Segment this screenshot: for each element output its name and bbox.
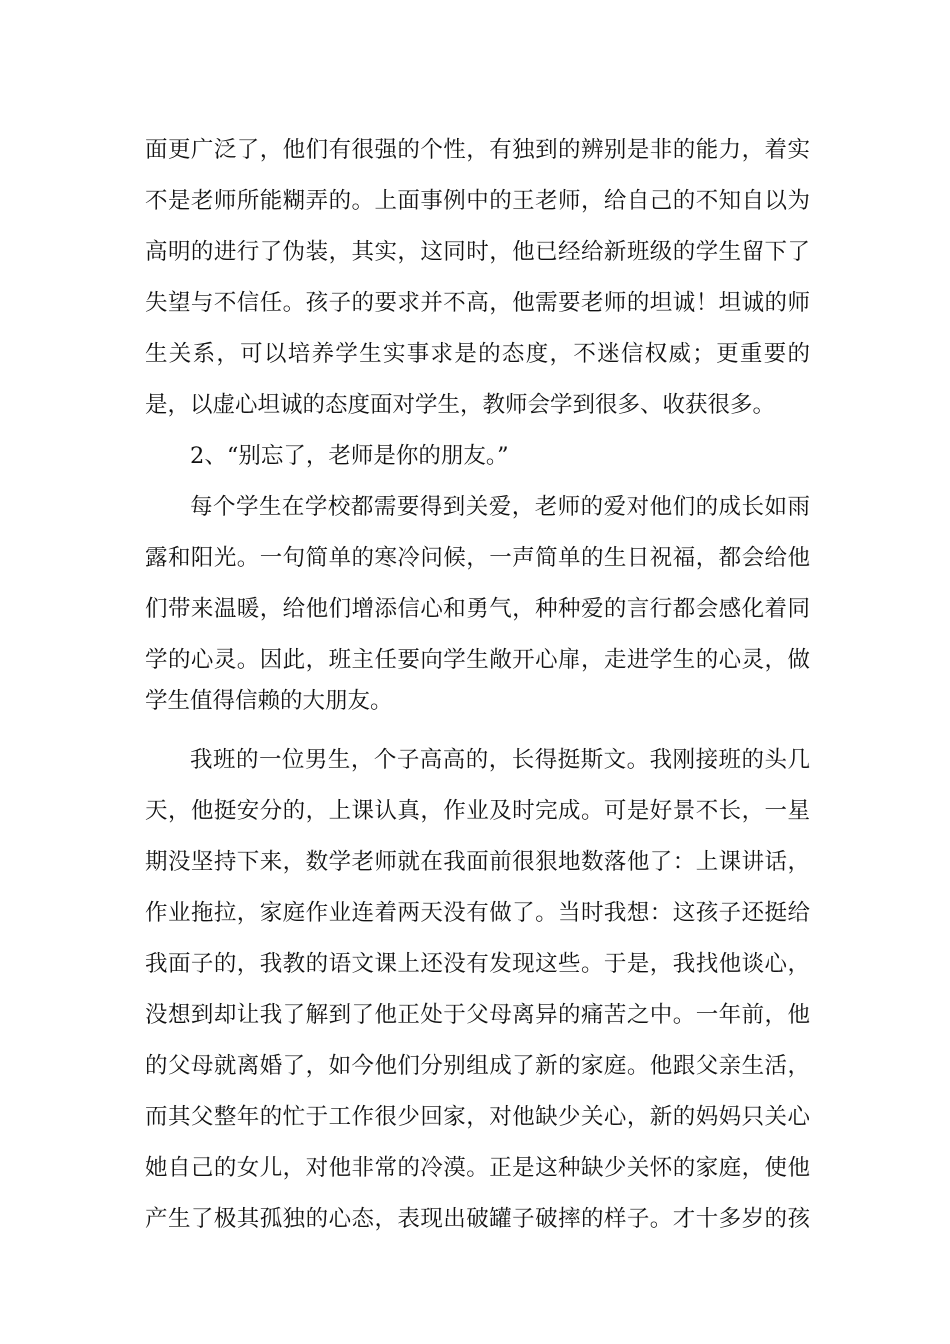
- text-line: 不是老师所能糊弄的。上面事例中的王老师，给自己的不知自以为: [145, 188, 810, 214]
- text-line: 生关系，可以培养学生实事求是的态度，不迷信权威；更重要的: [145, 341, 810, 367]
- text-line: 学的心灵。因此，班主任要向学生敞开心扉，走进学生的心灵，做: [145, 647, 810, 673]
- text-line: 她自己的女儿，对他非常的冷漠。正是这种缺少关怀的家庭，使他: [145, 1155, 810, 1181]
- text-line: 高明的进行了伪装，其实，这同时，他已经给新班级的学生留下了: [145, 239, 810, 265]
- text-line: 天，他挺安分的，上课认真，作业及时完成。可是好景不长，一星: [145, 798, 810, 824]
- text-line: 面更广泛了，他们有很强的个性，有独到的辨别是非的能力，着实: [145, 137, 810, 163]
- text-line: 学生值得信赖的大朋友。: [145, 688, 393, 714]
- text-line: 而其父整年的忙于工作很少回家，对他缺少关心，新的妈妈只关心: [145, 1104, 810, 1130]
- section-heading: 2、“别忘了，老师是你的朋友。”: [190, 443, 509, 469]
- text-line: 是，以虚心坦诚的态度面对学生，教师会学到很多、收获很多。: [145, 392, 776, 418]
- text-line: 失望与不信任。孩子的要求并不高，他需要老师的坦诚！坦诚的师: [145, 290, 810, 316]
- text-line: 我面子的，我教的语文课上还没有发现这些。于是，我找他谈心，: [145, 951, 810, 977]
- text-line: 没想到却让我了解到了他正处于父母离异的痛苦之中。一年前，他: [145, 1002, 810, 1028]
- text-line: 们带来温暖，给他们增添信心和勇气，种种爱的言行都会感化着同: [145, 596, 810, 622]
- text-line: 期没坚持下来，数学老师就在我面前很狠地数落他了：上课讲话，: [145, 849, 810, 875]
- text-line: 作业拖拉，家庭作业连着两天没有做了。当时我想：这孩子还挺给: [145, 900, 810, 926]
- text-line: 产生了极其孤独的心态，表现出破罐子破摔的样子。才十多岁的孩: [145, 1206, 810, 1232]
- text-line: 的父母就离婚了，如今他们分别组成了新的家庭。他跟父亲生活，: [145, 1053, 810, 1079]
- text-line: 每个学生在学校都需要得到关爱，老师的爱对他们的成长如雨: [190, 494, 810, 520]
- text-line: 我班的一位男生，个子高高的，长得挺斯文。我刚接班的头几: [190, 747, 810, 773]
- text-line: 露和阳光。一句简单的寒冷问候，一声简单的生日祝福，都会给他: [145, 545, 810, 571]
